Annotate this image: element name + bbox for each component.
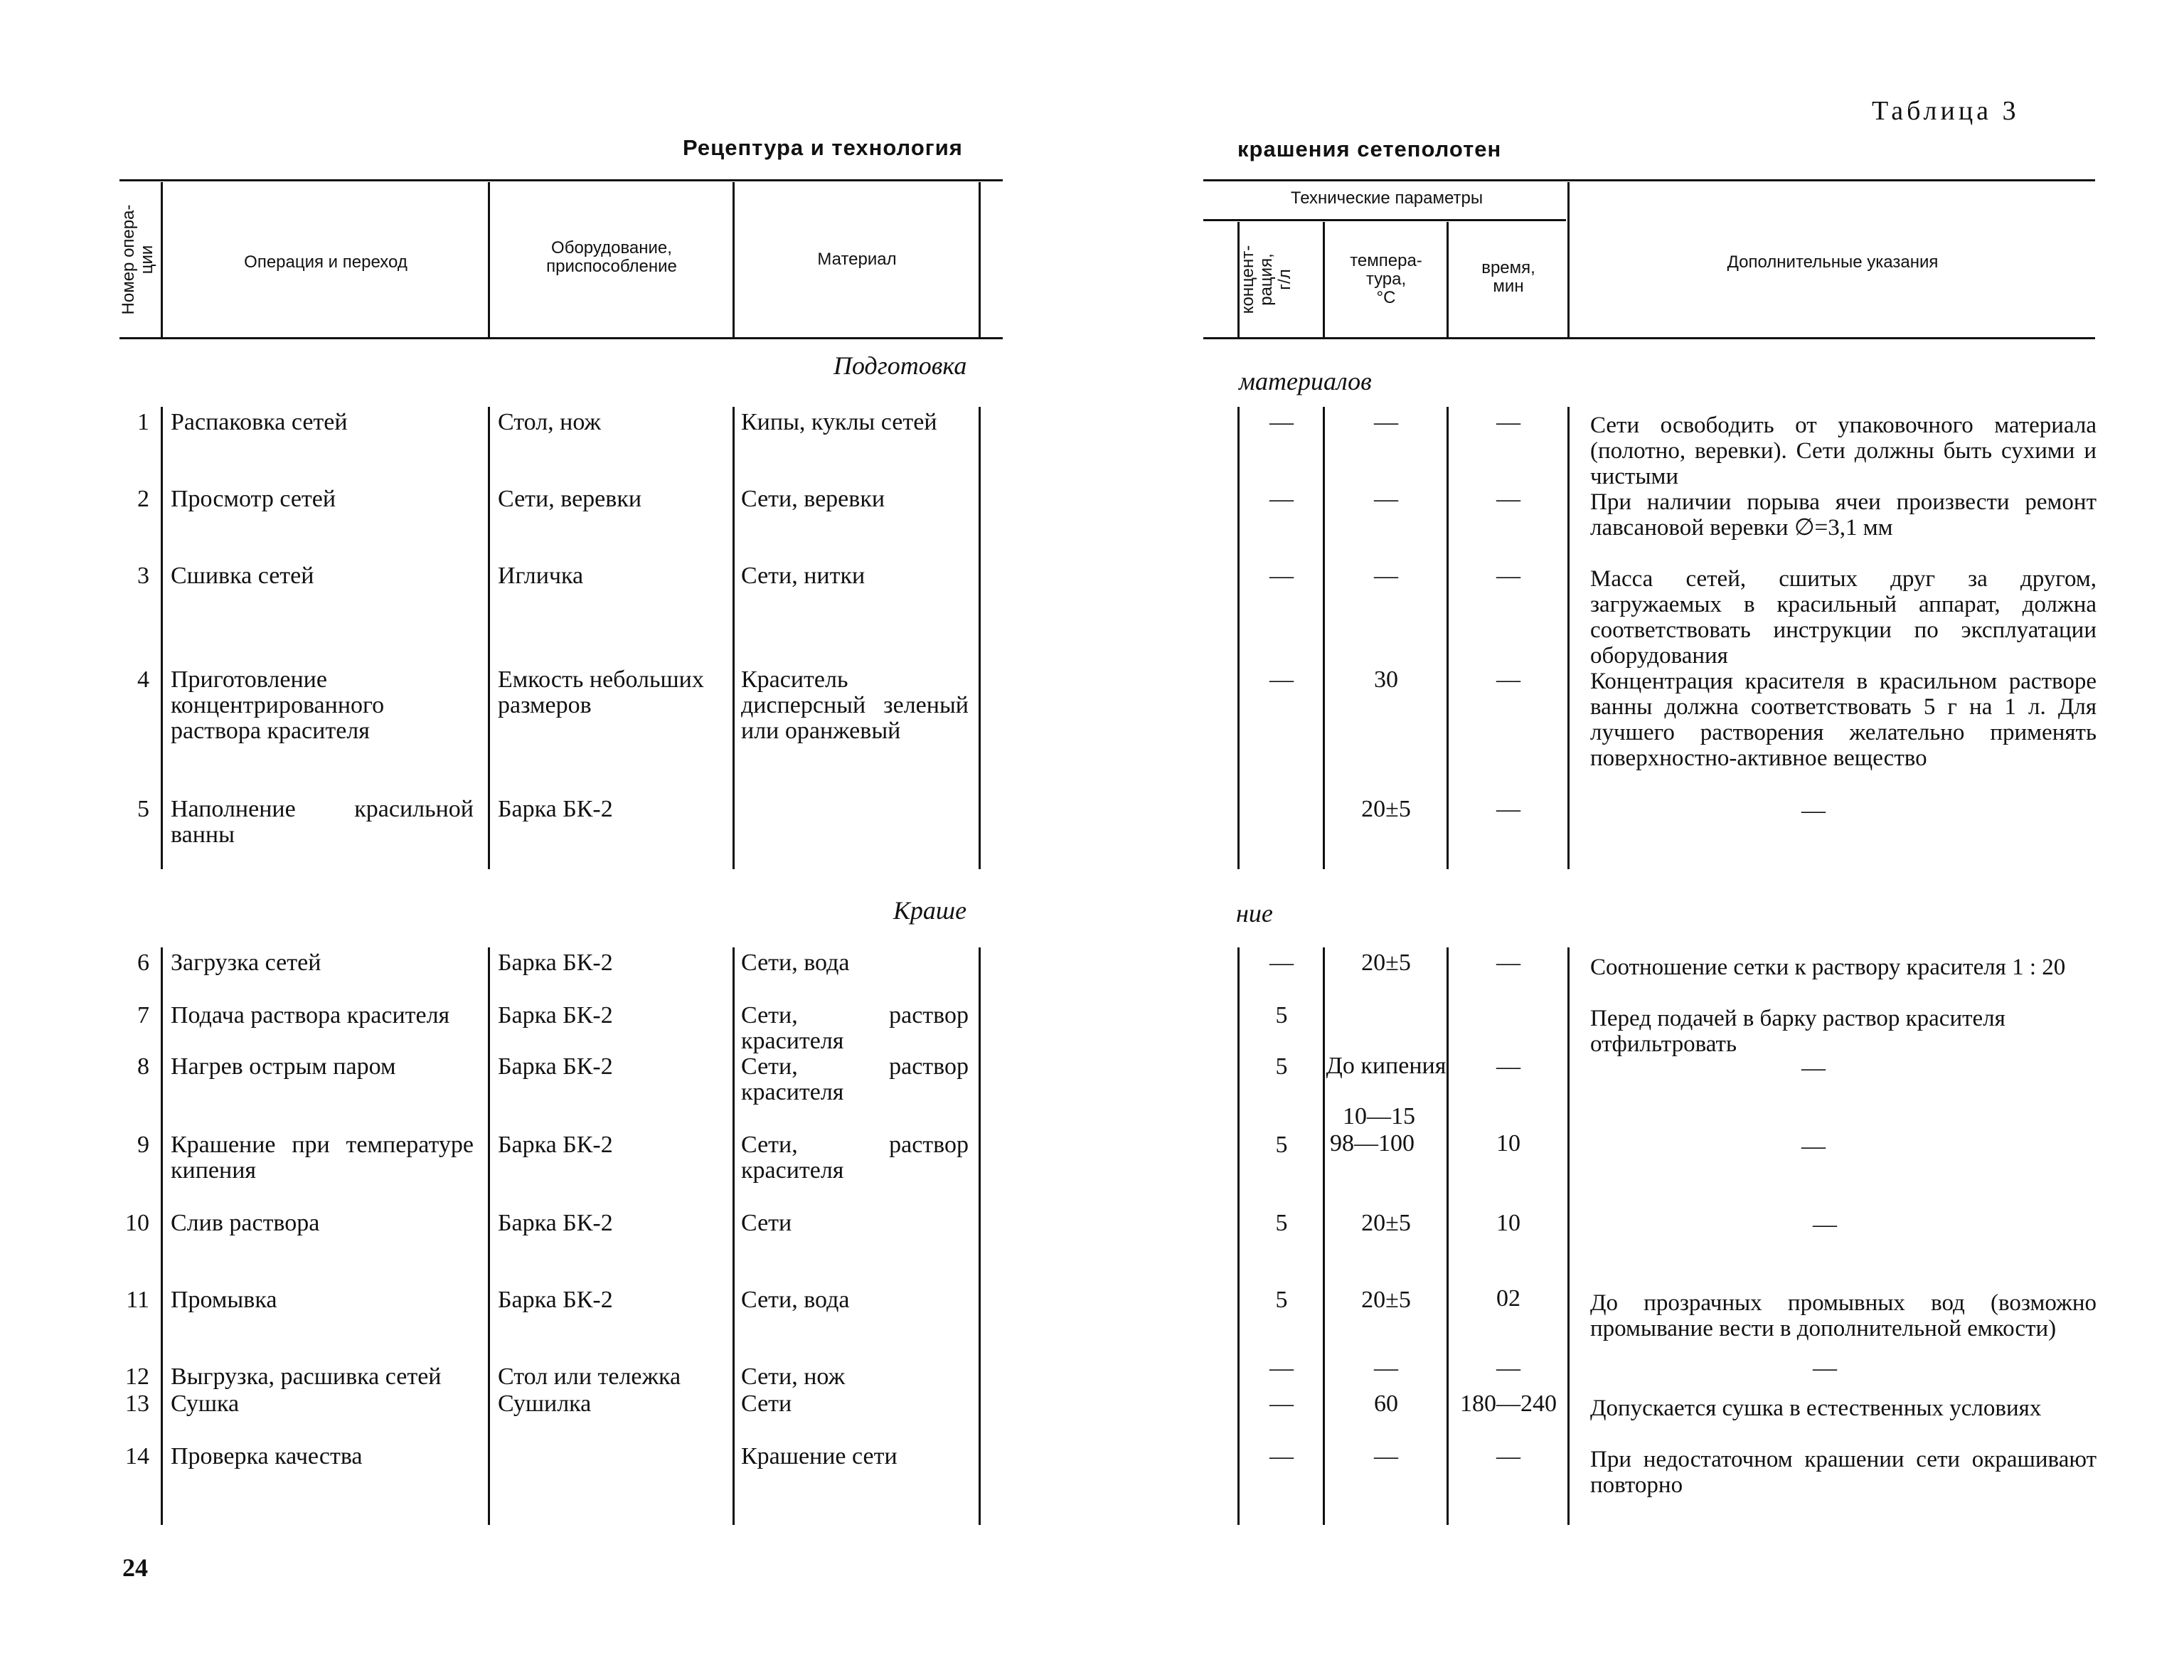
row-3-op: Сшивка сетей [171,563,314,589]
row-3-mat: Сети, нитки [741,563,865,589]
left-body-vline-3b [733,947,735,1525]
row-9-note: — [1801,1133,1826,1159]
row-4-eq: Емкость небольших размеров [498,666,704,718]
row-3-time: — [1496,563,1520,589]
row-2-num: 2 [137,486,149,512]
row-9-time: 10 [1496,1130,1520,1157]
left-header-vline-2 [488,182,490,337]
row-8-op: Нагрев острым паром [171,1053,396,1080]
header-operation: Операция и переход [244,252,407,272]
right-top-rule [1203,179,2095,181]
row-12-mat: Сети, нож [741,1363,846,1390]
row-5-temp: 20±5 [1361,796,1411,822]
section-prep-left: Подготовка [833,351,967,380]
row-11-op: Промывка [171,1287,277,1313]
row-1-mat: Кипы, куклы сетей [741,409,937,435]
right-header-bottom-rule [1203,337,2095,339]
section-dye-left: Краше [893,896,967,925]
row-1-conc: — [1269,409,1294,435]
row-12-note: — [1813,1355,1837,1381]
right-body-vline-c2 [1447,947,1449,1525]
row-4-temp: 30 [1374,666,1398,693]
row-4-op: Приготовление концентрированного раствора красителя [171,666,385,744]
left-body-vline-2b [488,947,490,1525]
row-6-mat: Сети, вода [741,950,850,976]
row-14-mat: Крашение сети [741,1443,897,1469]
row-8-conc: 5 [1275,1053,1288,1080]
row-1-num: 1 [137,409,149,435]
right-tech-rule [1203,219,1566,221]
row-10-temp: 20±5 [1361,1210,1411,1236]
row-2-note: При наличии порыва ячеи произвести ремонт лавсановой веревки ∅=3,1 мм [1590,489,2097,541]
row-10-op: Слив раствора [171,1210,320,1236]
row-1-note: Сети освободить от упаковочного материала (полотно, веревки). Сети должны быть сухими и чистыми [1590,413,2097,489]
header-equipment: Оборудование, приспособление [546,238,677,276]
row-11-num: 11 [126,1287,149,1313]
row-11-note: До прозрачных промывных вод (возможно промывание вести в дополнительной емкости) [1590,1290,2097,1341]
left-body-vline-1b [161,947,163,1525]
row-6-num: 6 [137,950,149,976]
row-13-op: Сушка [171,1391,240,1417]
row-7-num: 7 [137,1002,149,1028]
row-14-num: 14 [125,1443,149,1469]
row-10-eq: Барка БК-2 [498,1210,613,1236]
page-number: 24 [122,1553,148,1582]
row-7-mat: Сети, раствор красителя [741,1002,969,1054]
row-1-time: — [1496,409,1520,435]
row-14-op: Проверка качества [171,1443,363,1469]
left-body-vline-1a [161,407,163,869]
right-body-vline-a1 [1237,407,1240,869]
left-body-vline-4a [979,407,981,869]
right-body-vline-a2 [1237,947,1240,1525]
row-2-conc: — [1269,486,1294,512]
header-material: Материал [817,250,897,269]
row-7-eq: Барка БК-2 [498,1002,613,1028]
row-8-eq: Барка БК-2 [498,1053,613,1080]
right-body-vline-b2 [1323,947,1325,1525]
row-3-temp: — [1374,563,1398,589]
left-body-vline-2a [488,407,490,869]
row-8-temp: До кипения [1326,1053,1447,1079]
row-7-op: Подача раствора красителя [171,1002,450,1028]
header-notes: Дополнительные указания [1727,252,1939,272]
row-2-temp: — [1374,486,1398,512]
row-9-eq: Барка БК-2 [498,1132,613,1158]
left-header-vline-1 [161,182,163,337]
row-14-conc: — [1269,1443,1294,1469]
header-num: Номер опера- ции [119,204,156,315]
left-body-vline-4b [979,947,981,1525]
row-11-eq: Барка БК-2 [498,1287,613,1313]
row-11-conc: 5 [1275,1287,1288,1313]
row-2-mat: Сети, веревки [741,486,885,512]
row-4-num: 4 [137,666,149,693]
row-12-time: — [1496,1355,1520,1381]
row-12-eq: Стол или тележка [498,1363,681,1390]
row-8-time: — [1496,1053,1520,1080]
row-7-conc: 5 [1275,1002,1288,1028]
row-8-mat: Сети, раствор красителя [741,1053,969,1105]
row-5-eq: Барка БК-2 [498,796,613,822]
row-9-num: 9 [137,1132,149,1158]
row-12-temp: — [1374,1355,1398,1381]
row-3-eq: Игличка [498,563,584,589]
row-8-num: 8 [137,1053,149,1080]
row-6-conc: — [1269,950,1294,976]
row-8-temp-range: 10—15 [1343,1103,1415,1129]
row-6-eq: Барка БК-2 [498,950,613,976]
right-header-vline-b [1323,222,1325,337]
row-10-time: 10 [1496,1210,1520,1236]
row-2-op: Просмотр сетей [171,486,336,512]
row-12-num: 12 [125,1363,149,1390]
row-4-time: — [1496,666,1520,693]
row-5-op: Наполнение красильной ванны [171,796,474,848]
row-1-temp: — [1374,409,1398,435]
row-4-mat: Краситель дисперсный зеленый или оранжевый [741,666,969,744]
row-2-time: — [1496,486,1520,512]
row-11-temp: 20±5 [1361,1287,1411,1313]
right-body-vline-d1 [1567,407,1570,869]
row-6-temp: 20±5 [1361,950,1411,976]
row-13-time: 180—240 [1460,1391,1557,1417]
section-prep-right: материалов [1239,367,1372,395]
row-9-op: Крашение при температуре кипения [171,1132,474,1184]
row-3-note: Масса сетей, сшитых друг за другом, загружаемых в красильный аппарат, должна соответствовать инструкции по эксплуатации оборудования [1590,566,2097,669]
row-10-note: — [1813,1211,1837,1238]
title-left: Рецептура и технология [683,135,963,160]
row-6-time: — [1496,950,1520,976]
header-temp: темпера- тура, °С [1350,251,1422,307]
left-body-vline-3a [733,407,735,869]
row-9-temp: 98—100 [1330,1130,1415,1157]
row-1-eq: Стол, нож [498,409,601,435]
row-12-conc: — [1269,1355,1294,1381]
row-4-conc: — [1269,666,1294,693]
row-14-temp: — [1374,1443,1398,1469]
right-header-vline-d [1567,182,1570,337]
row-14-time: — [1496,1443,1520,1469]
left-header-vline-4 [979,182,981,337]
title-right: крашения сетеполотен [1237,137,1502,161]
row-6-op: Загрузка сетей [171,950,321,976]
row-6-note: Соотношение сетки к раствору красителя 1 : 20 [1590,955,2066,980]
row-9-conc: 5 [1275,1132,1288,1158]
right-header-vline-c [1447,222,1449,337]
left-header-vline-3 [733,182,735,337]
right-body-vline-c1 [1447,407,1449,869]
row-10-mat: Сети [741,1210,792,1236]
row-13-temp: 60 [1374,1391,1398,1417]
section-dye-right: ние [1236,899,1273,927]
row-3-conc: — [1269,563,1294,589]
row-2-eq: Сети, веревки [498,486,642,512]
row-3-num: 3 [137,563,149,589]
header-tech: Технические параметры [1290,188,1483,208]
header-time: время, мин [1481,258,1535,296]
row-10-num: 10 [125,1210,149,1236]
left-header-bottom-rule [119,337,1003,339]
right-body-vline-b1 [1323,407,1325,869]
row-13-mat: Сети [741,1391,792,1417]
row-5-note: — [1801,797,1826,824]
table-label: Таблица 3 [1872,96,2020,126]
row-5-time: — [1496,796,1520,822]
right-body-vline-d2 [1567,947,1570,1525]
left-top-rule [119,179,1003,181]
row-11-time: 02 [1496,1285,1520,1312]
row-12-op: Выгрузка, расшивка сетей [171,1363,442,1390]
row-13-note: Допускается сушка в естественных условиях [1590,1395,2042,1421]
row-13-eq: Сушилка [498,1391,592,1417]
row-1-op: Распаковка сетей [171,409,348,435]
row-11-mat: Сети, вода [741,1287,850,1313]
row-7-note: Перед подачей в барку раствор красителя отфильтровать [1590,1006,2005,1057]
row-13-num: 13 [125,1391,149,1417]
row-13-conc: — [1269,1391,1294,1417]
row-10-conc: 5 [1275,1210,1288,1236]
row-9-mat: Сети, раствор красителя [741,1132,969,1184]
row-8-note: — [1801,1055,1826,1081]
header-conc: концент- рация, г/л [1238,245,1294,314]
row-4-note: Концентрация красителя в красильном растворе ванны должна соответствовать 5 г на 1 л. Для лучшего растворения желательно применять поверхностно-активное вещество [1590,669,2097,771]
row-5-num: 5 [137,796,149,822]
row-14-note: При недостаточном крашении сети окрашивают повторно [1590,1447,2097,1498]
